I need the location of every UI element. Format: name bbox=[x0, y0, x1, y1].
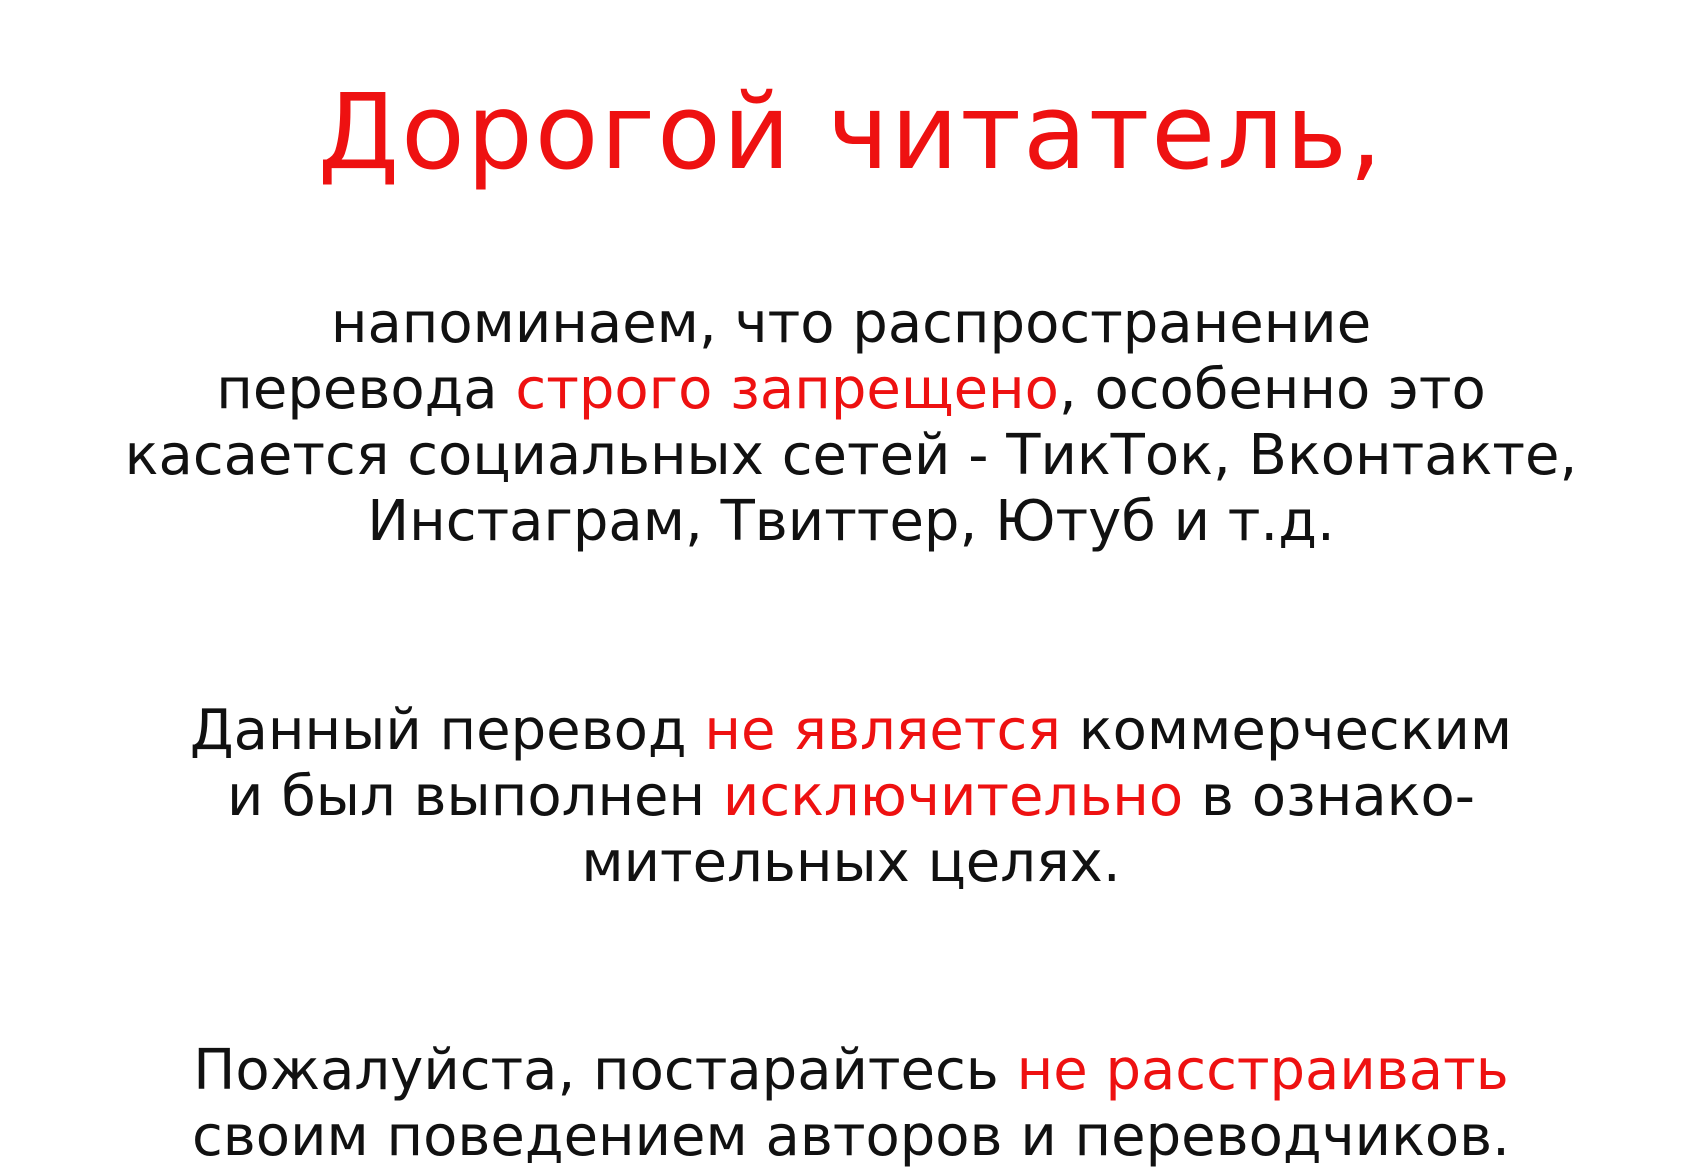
text-run: мительных целях. bbox=[581, 829, 1121, 895]
paragraph-line bbox=[190, 698, 1512, 764]
paragraph-noncommercial-notice bbox=[190, 698, 1512, 896]
text-run: Инстаграм, Твиттер, Ютуб и т.д. bbox=[367, 489, 1335, 555]
highlighted-text: не является bbox=[704, 697, 1061, 763]
text-run: и был выполнен bbox=[227, 763, 723, 829]
text-run: касается социальных сетей - ТикТок, Вконтакте, bbox=[124, 423, 1578, 489]
highlighted-text: строго запрещено bbox=[515, 357, 1059, 423]
text-run: коммерческим bbox=[1060, 697, 1513, 763]
highlighted-text: исключительно bbox=[722, 763, 1184, 829]
text-run: в ознако- bbox=[1183, 763, 1475, 829]
text-run: своим поведением авторов и переводчиков. bbox=[192, 1103, 1510, 1169]
page-title: Дорогой читатель, bbox=[317, 71, 1385, 193]
paragraph-politeness-request bbox=[192, 1038, 1510, 1170]
text-run: Пожалуйста, постарайтесь bbox=[193, 1037, 1017, 1103]
paragraph-distribution-warning bbox=[125, 291, 1578, 555]
paragraph-line bbox=[192, 1104, 1510, 1170]
paragraph-line bbox=[190, 830, 1512, 896]
paragraph-line bbox=[125, 291, 1578, 357]
paragraph-line bbox=[192, 1038, 1510, 1104]
text-run: перевода bbox=[216, 357, 516, 423]
highlighted-text: не расстраивать bbox=[1016, 1037, 1509, 1103]
text-run: , особенно это bbox=[1058, 357, 1486, 423]
paragraph-line bbox=[125, 489, 1578, 555]
text-run: Данный перевод bbox=[189, 697, 705, 763]
paragraph-line bbox=[190, 764, 1512, 830]
paragraph-line bbox=[125, 357, 1578, 423]
text-run: напоминаем, что распространение bbox=[330, 291, 1372, 357]
paragraph-line bbox=[125, 423, 1578, 489]
